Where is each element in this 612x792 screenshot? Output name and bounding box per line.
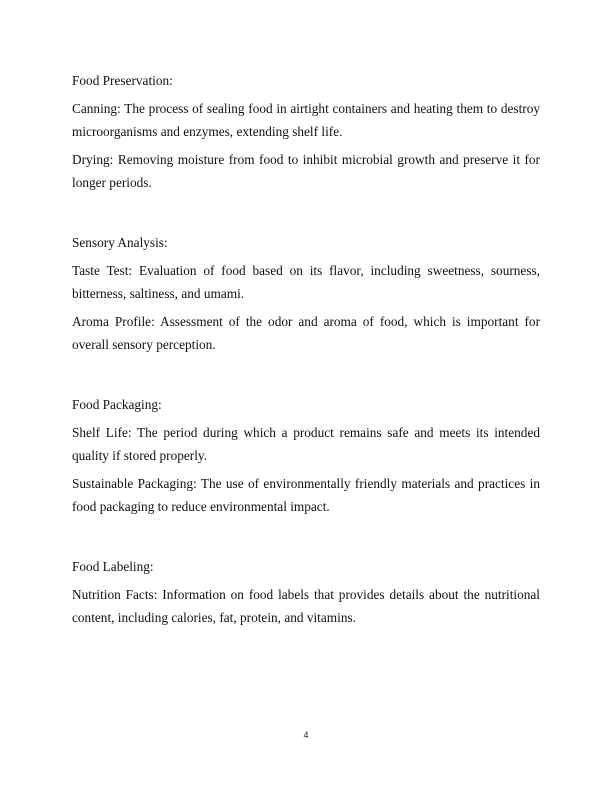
paragraph-drying: Drying: Removing moisture from food to inhibit microbial growth and preserve it for longer periods. [72, 152, 540, 190]
paragraph-nutrition-facts: Nutrition Facts: Information on food labels that provides details about the nutritional content, including calories, fat, protein, and vitamins. [72, 587, 540, 625]
section-food-labeling [72, 556, 540, 629]
section-sensory-analysis [72, 232, 540, 356]
paragraph-shelf-life: Shelf Life: The period during which a product remains safe and meets its intended quality if stored properly. [72, 425, 540, 463]
paragraph-taste-test: Taste Test: Evaluation of food based on its flavor, including sweetness, sourness, bitterness, saltiness, and umami. [72, 263, 540, 301]
section-food-packaging [72, 394, 540, 518]
section-food-preservation [72, 70, 540, 194]
section-heading: Food Preservation: [72, 73, 173, 88]
section-heading: Sensory Analysis: [72, 235, 168, 250]
paragraph-aroma-profile: Aroma Profile: Assessment of the odor and aroma of food, which is important for overall sensory perception. [72, 314, 540, 352]
paragraph-canning: Canning: The process of sealing food in airtight containers and heating them to destroy microorganisms and enzymes, extending shelf life. [72, 101, 540, 139]
section-heading: Food Packaging: [72, 397, 162, 412]
page-number: 4 [303, 730, 309, 740]
page-content [72, 70, 540, 635]
paragraph-sustainable-packaging: Sustainable Packaging: The use of environmentally friendly materials and practices in food packaging to reduce environmental impact. [72, 476, 540, 514]
section-heading: Food Labeling: [72, 559, 154, 574]
